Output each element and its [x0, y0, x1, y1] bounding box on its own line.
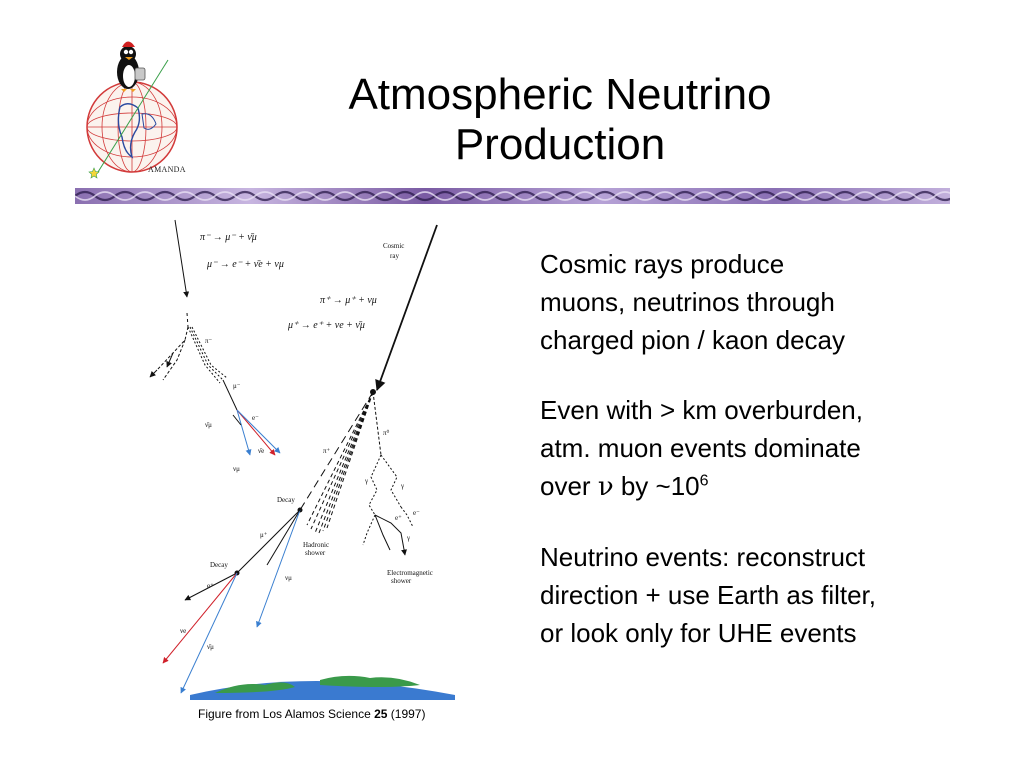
title-line-1: Atmospheric Neutrino: [348, 70, 772, 119]
bullet-2-over: over: [540, 471, 598, 501]
label-mu-plus: μ⁺: [260, 531, 268, 539]
label-nubar-mu-2: ν̄μ: [207, 643, 214, 651]
label-nubar-mu-1: ν̄μ: [205, 421, 212, 429]
label-mu-minus: μ⁻: [233, 382, 241, 390]
bullet-list: [540, 245, 1010, 684]
label-pi-zero: π⁰: [383, 429, 390, 437]
bullet-1-line-3: charged pion / kaon decay: [540, 325, 845, 355]
amanda-logo: [80, 32, 190, 182]
label-e-plus-shower: e⁺: [395, 514, 402, 522]
em-shower: [363, 392, 413, 555]
bullet-3-line-2: direction + use Earth as filter,: [540, 580, 877, 610]
figure-caption: [198, 707, 425, 721]
label-cosmic: Cosmic: [383, 242, 405, 250]
label-decay-2: Decay: [210, 561, 228, 569]
label-e-minus: e⁻: [252, 414, 259, 422]
logo-label: AMANDA: [148, 165, 186, 174]
equation-mu-plus: μ⁺ → e⁺ + νe + ν̄μ: [288, 320, 365, 331]
bullet-3-line-1: Neutrino events: reconstruct: [540, 542, 866, 572]
label-ray: ray: [390, 252, 399, 260]
label-nu-e: νe: [180, 627, 187, 635]
decorative-banner: [75, 188, 950, 204]
bullet-2-line-2: atm. muon events dominate: [540, 433, 861, 463]
nu-symbol: ν: [597, 472, 614, 502]
label-pi-plus: π⁺: [323, 447, 331, 455]
label-electromagnetic: Electromagnetic: [387, 569, 433, 577]
main-cosmic-ray-track: [371, 225, 438, 395]
exponent: 6: [699, 472, 709, 490]
label-gamma-1: γ: [365, 477, 369, 485]
earth-surface: [190, 676, 455, 700]
left-shower-tracks: [150, 220, 280, 455]
star-icon: [89, 168, 99, 178]
label-nu-mu-1: νμ: [233, 465, 240, 473]
bullet-neutrino-events: [540, 538, 1010, 652]
label-decay-1: Decay: [277, 496, 295, 504]
equation-pi-minus: π⁻ → μ⁻ + ν̄μ: [200, 232, 257, 243]
caption-prefix: Figure from Los Alamos Science: [198, 707, 375, 721]
label-pi-minus: π⁻: [205, 337, 213, 345]
bullet-cosmic-rays: [540, 245, 1010, 359]
label-gamma-3: γ: [407, 534, 411, 542]
bullet-2-line-1: Even with > km overburden,: [540, 395, 863, 425]
equation-mu-minus: μ⁻ → e⁻ + ν̄e + νμ: [207, 259, 284, 270]
label-hadronic-shower: shower: [305, 549, 326, 557]
title-line-2: Production: [454, 120, 666, 169]
label-hadronic: Hadronic: [303, 541, 330, 549]
hadronic-shower: [300, 392, 373, 533]
bullet-1-line-2: muons, neutrinos through: [540, 287, 835, 317]
bullet-overburden: [540, 391, 1010, 506]
label-nu-mu-2: νμ: [285, 574, 292, 582]
bullet-2-line-3: [540, 467, 1010, 506]
slide-title: [250, 70, 870, 170]
bullet-3-line-3: or look only for UHE events: [540, 618, 857, 648]
label-e-minus-shower: e⁻: [413, 509, 420, 517]
label-nubar-e: ν̄e: [258, 447, 265, 455]
equation-pi-plus: π⁺ → μ⁺ + νμ: [320, 295, 377, 306]
caption-suffix: (1997): [387, 707, 426, 721]
positive-pion-decay: [163, 508, 303, 694]
cosmic-ray-shower-figure: [145, 215, 465, 700]
label-e-plus: e⁺: [207, 582, 214, 590]
label-gamma-2: γ: [401, 482, 405, 490]
bullet-2-by: by ~10: [613, 471, 700, 501]
bullet-1-line-1: Cosmic rays produce: [540, 249, 785, 279]
caption-volume: 25: [374, 707, 388, 721]
label-em-shower: shower: [391, 577, 412, 585]
